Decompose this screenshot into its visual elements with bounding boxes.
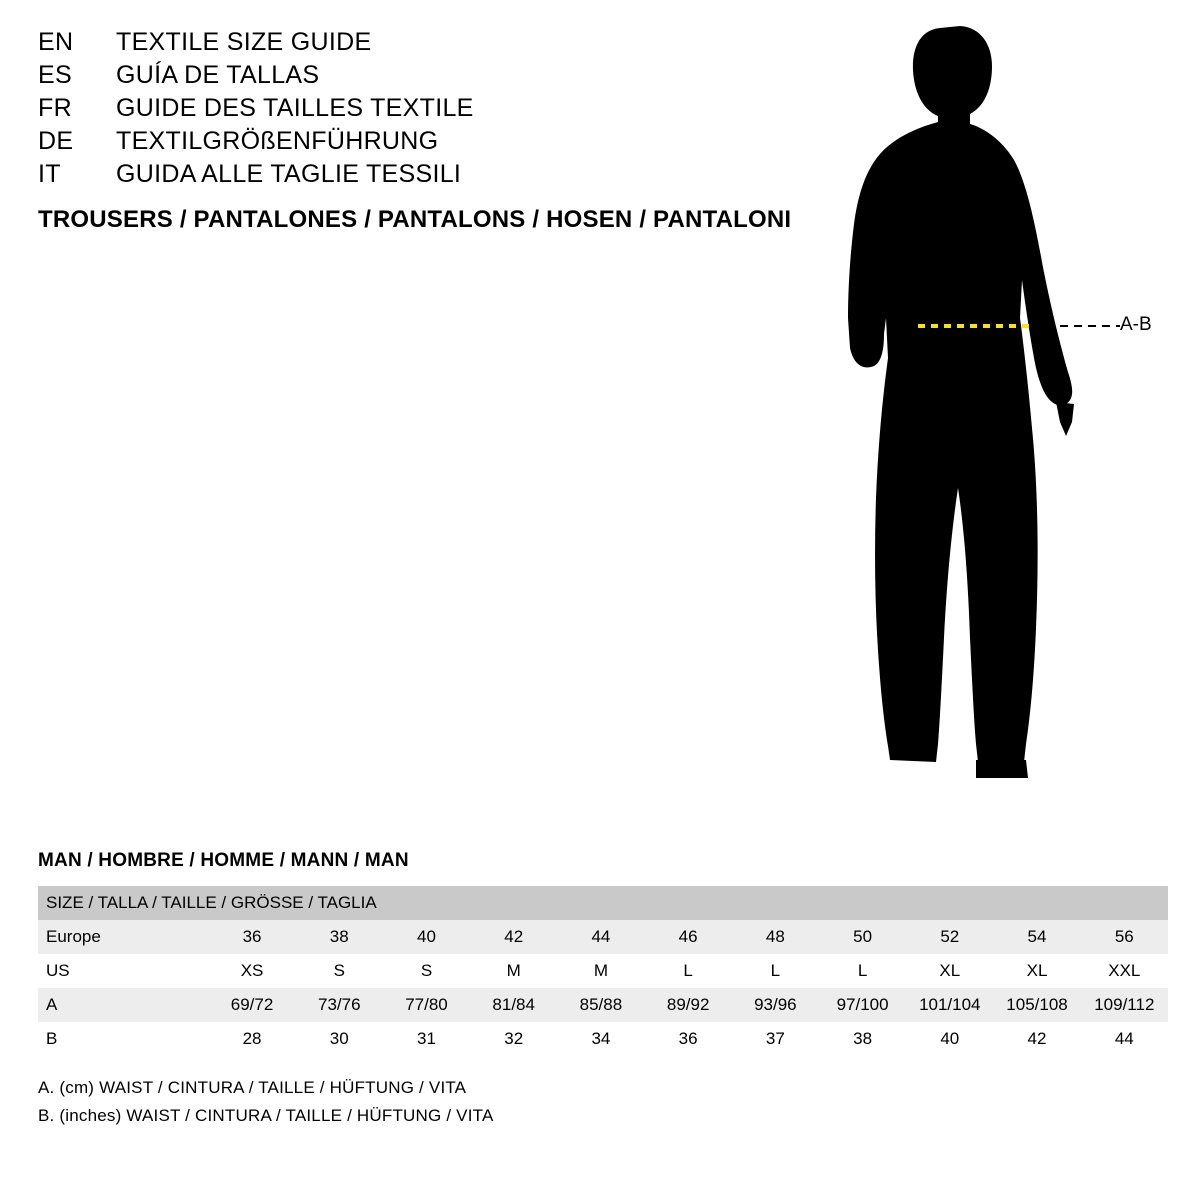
silhouette-shape — [848, 26, 1074, 778]
cell-a-5: 89/92 — [645, 988, 732, 1022]
table-row — [38, 920, 1168, 954]
cell-b-7: 38 — [819, 1022, 906, 1056]
cell-us-3: M — [470, 954, 557, 988]
cell-a-7: 97/100 — [819, 988, 906, 1022]
table-row — [38, 1022, 1168, 1056]
cell-a-0: 69/72 — [208, 988, 295, 1022]
cell-us-2: S — [383, 954, 470, 988]
language-text-en: TEXTILE SIZE GUIDE — [116, 28, 372, 56]
cell-europe-2: 40 — [383, 920, 470, 954]
language-text-es: GUÍA DE TALLAS — [116, 61, 320, 89]
table-header-label: SIZE / TALLA / TAILLE / GRÖSSE / TAGLIA — [38, 886, 1168, 920]
cell-europe-0: 36 — [208, 920, 295, 954]
cell-b-10: 44 — [1081, 1022, 1168, 1056]
cell-us-5: L — [645, 954, 732, 988]
language-code-fr: FR — [38, 94, 72, 122]
cell-b-3: 32 — [470, 1022, 557, 1056]
table-row — [38, 954, 1168, 988]
row-label-a: A — [38, 988, 208, 1022]
male-silhouette-figure — [820, 18, 1180, 808]
cell-a-8: 101/104 — [906, 988, 993, 1022]
language-text-de: TEXTILGRÖßENFÜHRUNG — [116, 127, 439, 155]
row-label-us: US — [38, 954, 208, 988]
cell-europe-6: 48 — [732, 920, 819, 954]
language-code-it: IT — [38, 160, 61, 188]
cell-europe-1: 38 — [296, 920, 383, 954]
footnote-a: A. (cm) WAIST / CINTURA / TAILLE / HÜFTUNG / VITA — [38, 1078, 467, 1097]
cell-a-4: 85/88 — [557, 988, 644, 1022]
row-label-b: B — [38, 1022, 208, 1056]
language-row-it — [38, 160, 798, 193]
size-table-section — [38, 850, 1168, 1134]
cell-us-7: L — [819, 954, 906, 988]
cell-a-6: 93/96 — [732, 988, 819, 1022]
footnotes-block — [38, 1078, 1168, 1126]
language-text-fr: GUIDE DES TAILLES TEXTILE — [116, 94, 474, 122]
cell-us-10: XXL — [1081, 954, 1168, 988]
gender-title: MAN / HOMBRE / HOMME / MANN / MAN — [38, 850, 409, 871]
cell-a-2: 77/80 — [383, 988, 470, 1022]
cell-a-1: 73/76 — [296, 988, 383, 1022]
cell-europe-4: 44 — [557, 920, 644, 954]
cell-b-6: 37 — [732, 1022, 819, 1056]
cell-a-9: 105/108 — [993, 988, 1080, 1022]
language-row-en — [38, 28, 798, 61]
cell-us-6: L — [732, 954, 819, 988]
cell-europe-5: 46 — [645, 920, 732, 954]
garment-type-title: TROUSERS / PANTALONES / PANTALONS / HOSEN / PANTALONI — [38, 206, 792, 233]
cell-us-0: XS — [208, 954, 295, 988]
size-table — [38, 886, 1168, 1056]
cell-b-5: 36 — [645, 1022, 732, 1056]
cell-b-2: 31 — [383, 1022, 470, 1056]
cell-b-1: 30 — [296, 1022, 383, 1056]
cell-b-4: 34 — [557, 1022, 644, 1056]
cell-europe-8: 52 — [906, 920, 993, 954]
cell-a-3: 81/84 — [470, 988, 557, 1022]
language-header-block — [38, 28, 798, 234]
table-row — [38, 988, 1168, 1022]
cell-europe-9: 54 — [993, 920, 1080, 954]
cell-europe-3: 42 — [470, 920, 557, 954]
cell-a-10: 109/112 — [1081, 988, 1168, 1022]
language-row-fr — [38, 94, 798, 127]
cell-europe-7: 50 — [819, 920, 906, 954]
language-row-de — [38, 127, 798, 160]
footnote-b: B. (inches) WAIST / CINTURA / TAILLE / HÜFTUNG / VITA — [38, 1106, 494, 1125]
language-code-de: DE — [38, 127, 74, 155]
measure-label-ab: A-B — [1120, 314, 1152, 335]
cell-us-9: XL — [993, 954, 1080, 988]
language-text-it: GUIDA ALLE TAGLIE TESSILI — [116, 160, 462, 188]
cell-us-1: S — [296, 954, 383, 988]
table-header-row — [38, 886, 1168, 920]
language-code-en: EN — [38, 28, 74, 56]
row-label-europe: Europe — [38, 920, 208, 954]
cell-us-8: XL — [906, 954, 993, 988]
cell-b-8: 40 — [906, 1022, 993, 1056]
language-code-es: ES — [38, 61, 72, 89]
cell-us-4: M — [557, 954, 644, 988]
cell-b-9: 42 — [993, 1022, 1080, 1056]
cell-b-0: 28 — [208, 1022, 295, 1056]
cell-europe-10: 56 — [1081, 920, 1168, 954]
language-row-es — [38, 61, 798, 94]
